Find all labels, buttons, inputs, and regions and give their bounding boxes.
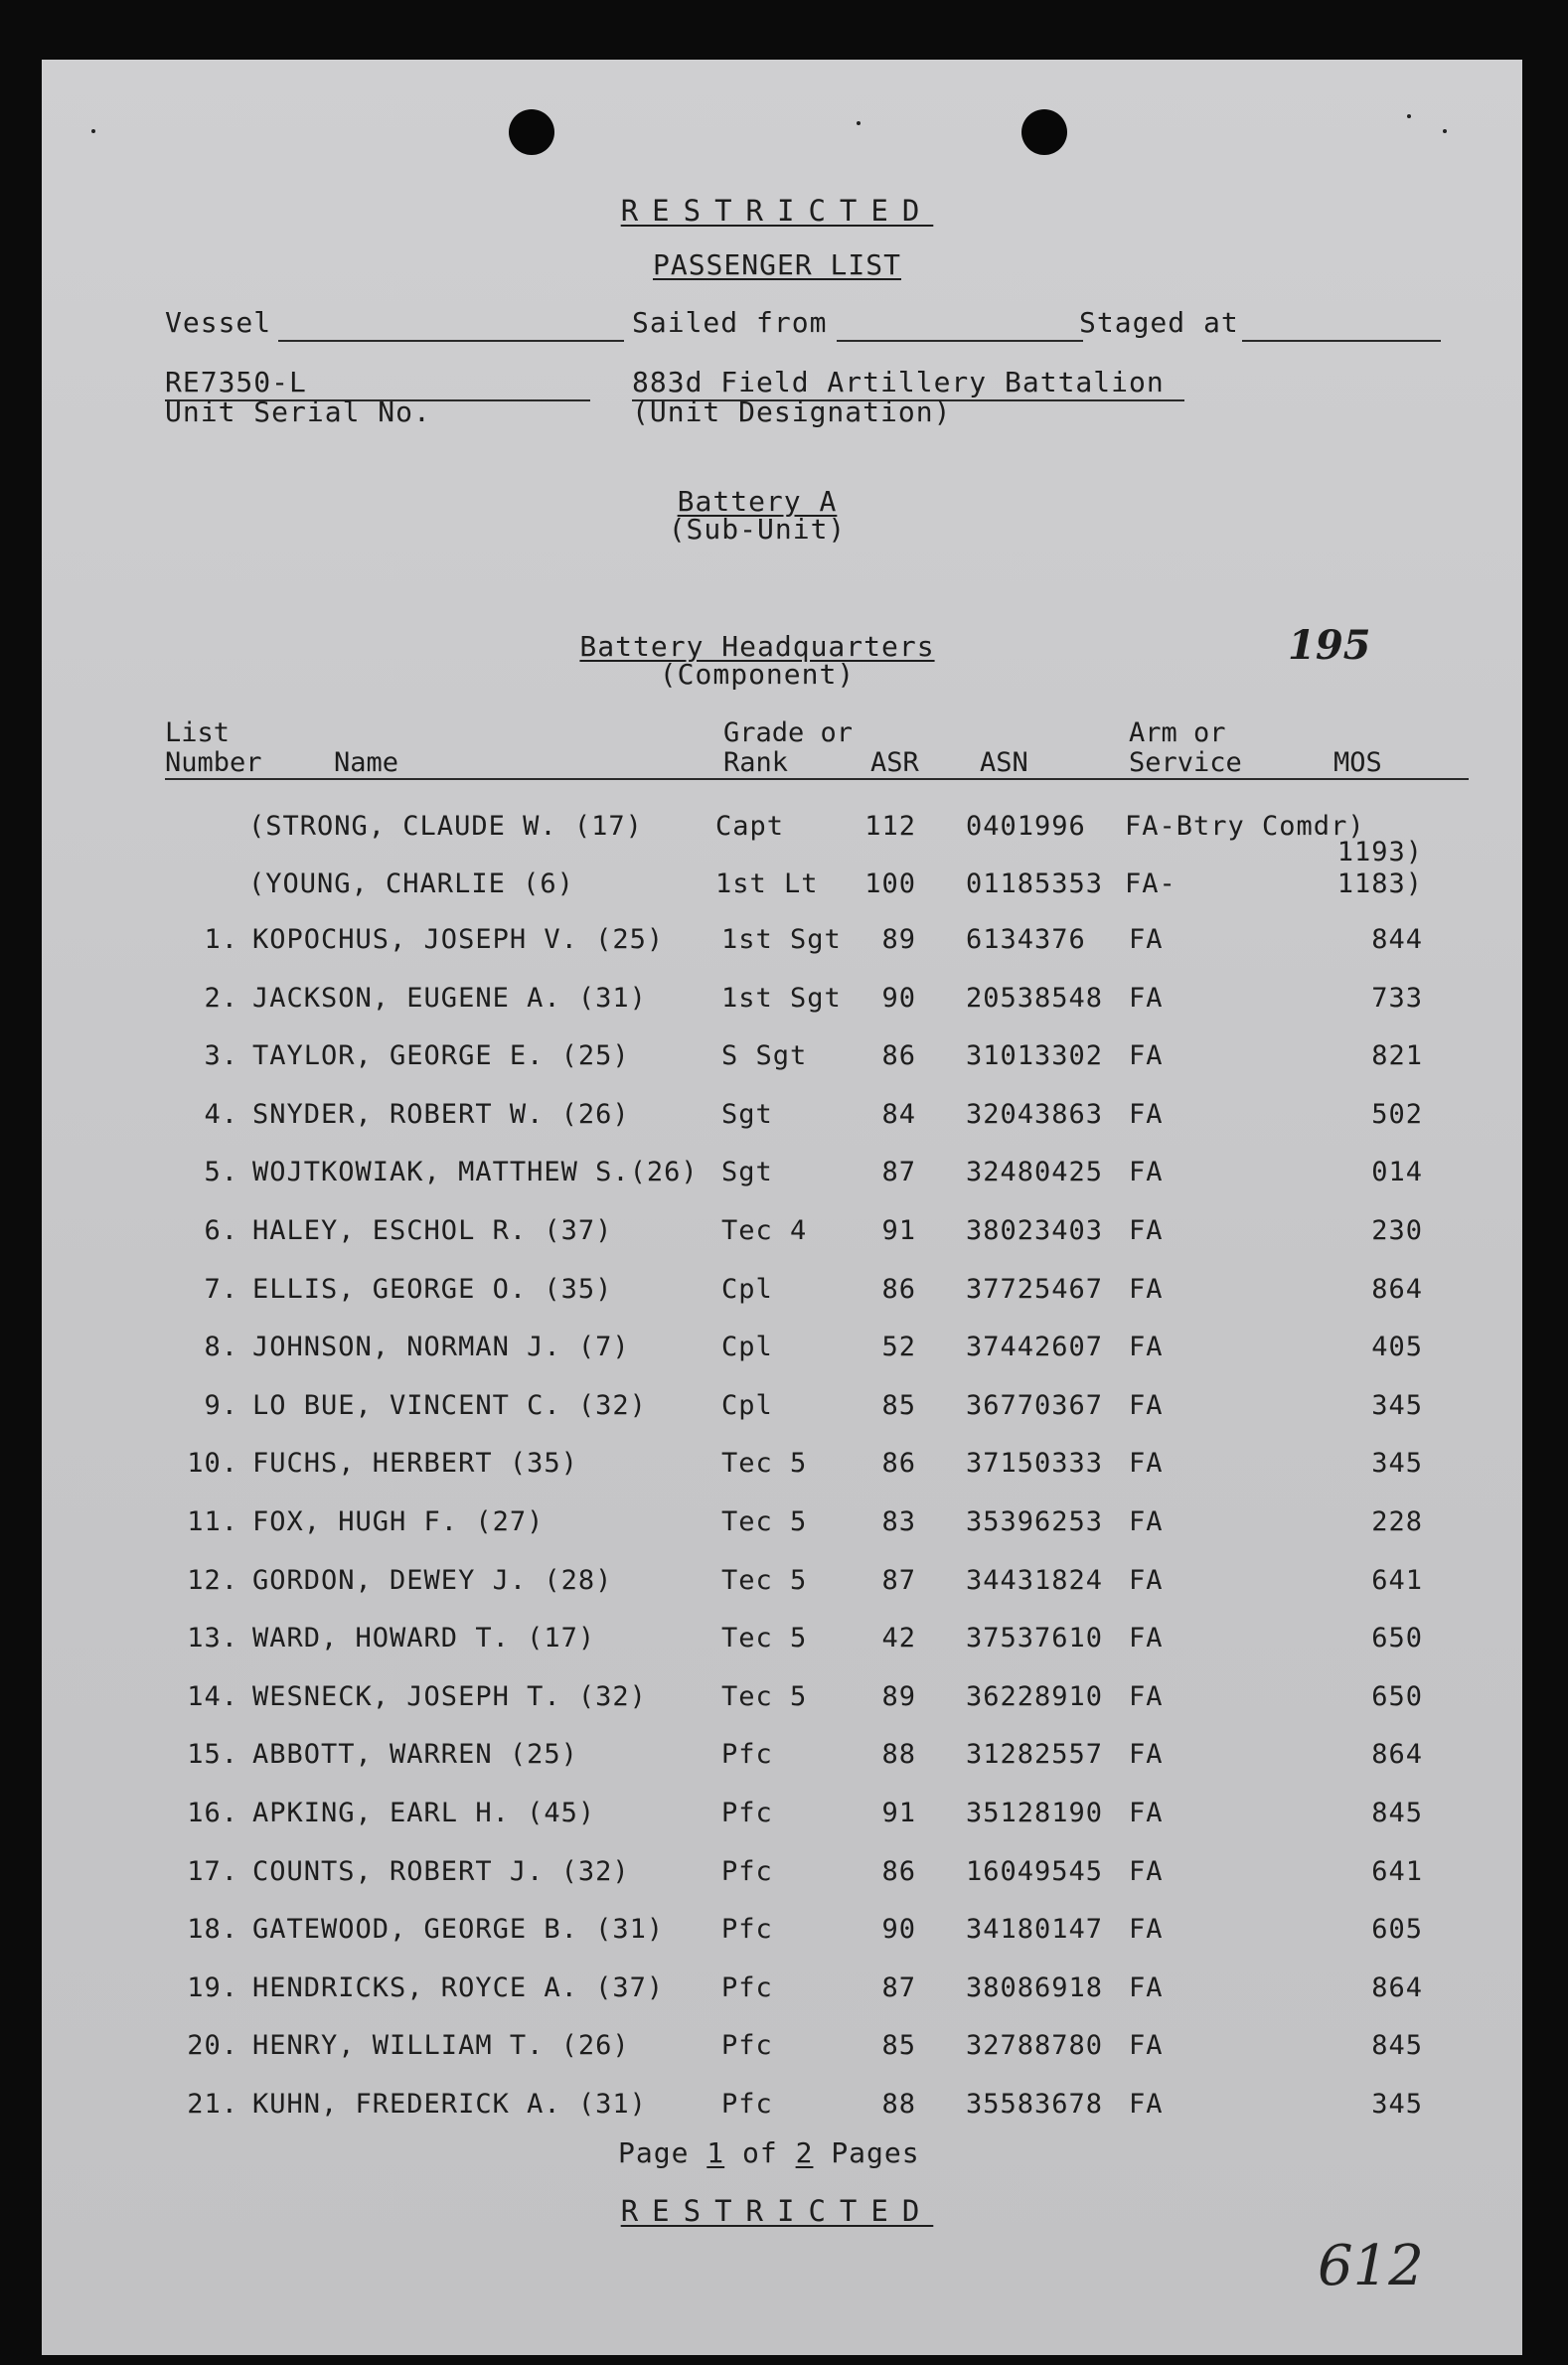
table-row: [42, 1798, 1522, 1837]
list-number: 14.: [187, 1681, 238, 1712]
passenger-name: LO BUE, VINCENT C. (32): [252, 1390, 647, 1421]
list-number: 11.: [187, 1506, 238, 1537]
mos-code: 845: [1371, 2030, 1423, 2061]
col-list-number: List: [165, 717, 231, 748]
unit-designation-label: (Unit Designation): [632, 395, 952, 428]
mos-code: 345: [1371, 1448, 1423, 1479]
arm-service: FA: [1129, 1565, 1164, 1596]
list-number: 13.: [187, 1623, 238, 1654]
vessel-label: Vessel: [165, 306, 272, 339]
document-page: [42, 60, 1522, 2355]
grade-rank: 1st Sgt: [721, 924, 842, 955]
asn-number: 37537610: [966, 1623, 1104, 1654]
staged-at-label: Staged at: [1079, 306, 1239, 339]
passenger-name: WESNECK, JOSEPH T. (32): [252, 1681, 647, 1712]
officer-grade: 1st Lt: [715, 868, 819, 899]
mos-code: 650: [1371, 1623, 1423, 1654]
passenger-name: COUNTS, ROBERT J. (32): [252, 1856, 630, 1887]
list-number: 7.: [204, 1274, 238, 1305]
asr-score: 42: [881, 1623, 916, 1654]
restricted-footer: RESTRICTED: [620, 2194, 934, 2228]
officer-asr: 100: [864, 868, 916, 899]
table-row: [42, 1448, 1522, 1488]
mos-code: 650: [1371, 1681, 1423, 1712]
list-number: 3.: [204, 1040, 238, 1071]
asn-number: 38023403: [966, 1215, 1104, 1246]
asr-score: 90: [881, 1914, 916, 1945]
mos-code: 845: [1371, 1798, 1423, 1828]
arm-service: FA: [1129, 1390, 1164, 1421]
list-number: 21.: [187, 2089, 238, 2120]
officer-arm: FA-Btry Comdr): [1125, 811, 1365, 842]
grade-rank: Tec 5: [721, 1448, 808, 1479]
table-row: [42, 1332, 1522, 1371]
asr-score: 86: [881, 1856, 916, 1887]
asn-number: 31282557: [966, 1739, 1104, 1770]
officer-mos: 1183): [1336, 868, 1423, 899]
asn-number: 37150333: [966, 1448, 1104, 1479]
arm-service: FA: [1129, 1681, 1164, 1712]
arm-service: FA: [1129, 1448, 1164, 1479]
officer-name: (STRONG, CLAUDE W. (17): [248, 811, 643, 842]
list-number: 8.: [204, 1332, 238, 1362]
arm-service: FA: [1129, 983, 1164, 1014]
list-number: 15.: [187, 1739, 238, 1770]
grade-rank: Pfc: [721, 1972, 773, 2003]
col-arm: Arm or: [1129, 717, 1226, 748]
table-row: [42, 1157, 1522, 1196]
asr-score: 85: [881, 2030, 916, 2061]
list-number: 5.: [204, 1157, 238, 1187]
page-indicator: [618, 2136, 920, 2169]
col-asn: ASN: [980, 747, 1028, 778]
list-number: 19.: [187, 1972, 238, 2003]
mos-code: 345: [1371, 1390, 1423, 1421]
mos-code: 864: [1371, 1274, 1423, 1305]
sub-unit-value: Battery A: [677, 485, 838, 518]
passenger-name: ELLIS, GEORGE O. (35): [252, 1274, 613, 1305]
of-word: of: [742, 2136, 778, 2169]
asr-score: 87: [881, 1157, 916, 1187]
asr-score: 86: [881, 1274, 916, 1305]
grade-rank: Cpl: [721, 1274, 773, 1305]
asn-number: 35583678: [966, 2089, 1104, 2120]
asr-score: 86: [881, 1040, 916, 1071]
arm-service: FA: [1129, 1332, 1164, 1362]
header-rule: [165, 778, 1469, 780]
passenger-name: JOHNSON, NORMAN J. (7): [252, 1332, 630, 1362]
passenger-name: HENRY, WILLIAM T. (26): [252, 2030, 630, 2061]
asn-number: 32043863: [966, 1099, 1104, 1130]
officer-name: (YOUNG, CHARLIE (6): [248, 868, 574, 899]
grade-rank: Sgt: [721, 1099, 773, 1130]
mos-code: 014: [1371, 1157, 1423, 1187]
speck: [1407, 114, 1411, 118]
asn-number: 37442607: [966, 1332, 1104, 1362]
table-row: [42, 1506, 1522, 1546]
passenger-name: SNYDER, ROBERT W. (26): [252, 1099, 630, 1130]
asn-number: 32480425: [966, 1157, 1104, 1187]
col-arm-2: Service: [1129, 747, 1242, 778]
staged-at-blank: [1242, 340, 1441, 342]
mos-code: 405: [1371, 1332, 1423, 1362]
grade-rank: Pfc: [721, 2089, 773, 2120]
officer-asn: 01185353: [966, 868, 1104, 899]
officer-mos: 1193): [1336, 837, 1423, 867]
asr-score: 83: [881, 1506, 916, 1537]
restricted-header: RESTRICTED: [620, 194, 934, 228]
asn-number: 35128190: [966, 1798, 1104, 1828]
arm-service: FA: [1129, 1506, 1164, 1537]
grade-rank: Pfc: [721, 1739, 773, 1770]
asr-score: 84: [881, 1099, 916, 1130]
page-word: Page: [618, 2136, 690, 2169]
punch-hole: [509, 109, 554, 155]
asr-score: 91: [881, 1798, 916, 1828]
grade-rank: Tec 5: [721, 1506, 808, 1537]
col-grade: Grade or: [723, 717, 854, 748]
passenger-name: FUCHS, HERBERT (35): [252, 1448, 578, 1479]
officer-grade: Capt: [715, 811, 785, 842]
table-row: [42, 1215, 1522, 1255]
passenger-name: WOJTKOWIAK, MATTHEW S.(26): [252, 1157, 699, 1187]
arm-service: FA: [1129, 1215, 1164, 1246]
mos-code: 605: [1371, 1914, 1423, 1945]
list-number: 9.: [204, 1390, 238, 1421]
list-number: 17.: [187, 1856, 238, 1887]
grade-rank: Pfc: [721, 1914, 773, 1945]
asn-number: 20538548: [966, 983, 1104, 1014]
table-row: [42, 1274, 1522, 1314]
asn-number: 36228910: [966, 1681, 1104, 1712]
asr-score: 89: [881, 924, 916, 955]
arm-service: FA: [1129, 1274, 1164, 1305]
officer-asn: 0401996: [966, 811, 1086, 842]
unit-serial-value: RE7350-L: [165, 366, 307, 398]
asn-number: 37725467: [966, 1274, 1104, 1305]
col-name: Name: [334, 747, 399, 778]
list-number: 20.: [187, 2030, 238, 2061]
table-row: [42, 2089, 1522, 2128]
officer-arm: FA-: [1125, 868, 1176, 899]
grade-rank: Cpl: [721, 1390, 773, 1421]
grade-rank: S Sgt: [721, 1040, 808, 1071]
passenger-name: HENDRICKS, ROYCE A. (37): [252, 1972, 665, 2003]
speck: [91, 129, 95, 133]
speck: [1443, 129, 1447, 133]
page-total: 2: [795, 2136, 814, 2169]
asr-score: 87: [881, 1565, 916, 1596]
passenger-name: KUHN, FREDERICK A. (31): [252, 2089, 647, 2120]
grade-rank: Tec 5: [721, 1623, 808, 1654]
passenger-name: ABBOTT, WARREN (25): [252, 1739, 578, 1770]
asr-score: 90: [881, 983, 916, 1014]
table-row: [42, 1914, 1522, 1954]
col-asr: ASR: [870, 747, 919, 778]
component-label: (Component): [659, 658, 856, 691]
mos-code: 345: [1371, 2089, 1423, 2120]
asr-score: 88: [881, 2089, 916, 2120]
table-row: [42, 1681, 1522, 1721]
mos-code: 864: [1371, 1739, 1423, 1770]
grade-rank: 1st Sgt: [721, 983, 842, 1014]
arm-service: FA: [1129, 1040, 1164, 1071]
sailed-from-blank: [837, 340, 1083, 342]
table-row: [42, 1040, 1522, 1080]
sub-unit-label: (Sub-Unit): [668, 513, 847, 546]
col-mos: MOS: [1333, 747, 1382, 778]
officer-row: [42, 868, 1522, 908]
stamp-number: 195: [1288, 622, 1371, 669]
table-row: [42, 924, 1522, 964]
table-row: [42, 983, 1522, 1023]
list-number: 16.: [187, 1798, 238, 1828]
asr-score: 89: [881, 1681, 916, 1712]
sailed-from-label: Sailed from: [632, 306, 828, 339]
unit-designation-value: 883d Field Artillery Battalion: [632, 366, 1165, 398]
list-number: 6.: [204, 1215, 238, 1246]
table-row: [42, 1856, 1522, 1896]
asr-score: 85: [881, 1390, 916, 1421]
officer-asr: 112: [864, 811, 916, 842]
arm-service: FA: [1129, 924, 1164, 955]
table-row: [42, 2030, 1522, 2070]
arm-service: FA: [1129, 1798, 1164, 1828]
passenger-name: APKING, EARL H. (45): [252, 1798, 596, 1828]
list-number: 12.: [187, 1565, 238, 1596]
table-row: [42, 1972, 1522, 2012]
list-number: 2.: [204, 983, 238, 1014]
grade-rank: Pfc: [721, 1798, 773, 1828]
mos-code: 641: [1371, 1856, 1423, 1887]
asr-score: 91: [881, 1215, 916, 1246]
asr-score: 52: [881, 1332, 916, 1362]
mos-code: 821: [1371, 1040, 1423, 1071]
table-row: [42, 1739, 1522, 1779]
table-row: [42, 1565, 1522, 1605]
unit-serial-label: Unit Serial No.: [165, 395, 431, 428]
pages-word: Pages: [831, 2136, 920, 2169]
handwritten-number: 612: [1318, 2234, 1424, 2298]
passenger-name: TAYLOR, GEORGE E. (25): [252, 1040, 630, 1071]
passenger-name: JACKSON, EUGENE A. (31): [252, 983, 647, 1014]
asn-number: 36770367: [966, 1390, 1104, 1421]
table-row: [42, 1390, 1522, 1430]
arm-service: FA: [1129, 2089, 1164, 2120]
page-current: 1: [706, 2136, 725, 2169]
col-grade-2: Rank: [723, 747, 789, 778]
asn-number: 32788780: [966, 2030, 1104, 2061]
grade-rank: Sgt: [721, 1157, 773, 1187]
arm-service: FA: [1129, 1099, 1164, 1130]
component-value: Battery Headquarters: [579, 630, 935, 663]
asn-number: 34431824: [966, 1565, 1104, 1596]
arm-service: FA: [1129, 1856, 1164, 1887]
passenger-name: GORDON, DEWEY J. (28): [252, 1565, 613, 1596]
grade-rank: Pfc: [721, 2030, 773, 2061]
document-title: PASSENGER LIST: [652, 248, 901, 281]
asn-number: 34180147: [966, 1914, 1104, 1945]
arm-service: FA: [1129, 2030, 1164, 2061]
passenger-name: WARD, HOWARD T. (17): [252, 1623, 596, 1654]
asn-number: 16049545: [966, 1856, 1104, 1887]
table-row: [42, 1623, 1522, 1662]
grade-rank: Tec 5: [721, 1681, 808, 1712]
arm-service: FA: [1129, 1157, 1164, 1187]
table-row: [42, 1099, 1522, 1139]
arm-service: FA: [1129, 1914, 1164, 1945]
passenger-name: KOPOCHUS, JOSEPH V. (25): [252, 924, 665, 955]
passenger-name: HALEY, ESCHOL R. (37): [252, 1215, 613, 1246]
mos-code: 230: [1371, 1215, 1423, 1246]
mos-code: 502: [1371, 1099, 1423, 1130]
list-number: 10.: [187, 1448, 238, 1479]
passenger-name: GATEWOOD, GEORGE B. (31): [252, 1914, 665, 1945]
mos-code: 864: [1371, 1972, 1423, 2003]
list-number: 1.: [204, 924, 238, 955]
asn-number: 31013302: [966, 1040, 1104, 1071]
arm-service: FA: [1129, 1623, 1164, 1654]
mos-code: 844: [1371, 924, 1423, 955]
arm-service: FA: [1129, 1972, 1164, 2003]
asr-score: 87: [881, 1972, 916, 2003]
asr-score: 86: [881, 1448, 916, 1479]
asn-number: 38086918: [966, 1972, 1104, 2003]
grade-rank: Pfc: [721, 1856, 773, 1887]
officer-row: [42, 811, 1522, 867]
punch-hole: [1021, 109, 1067, 155]
grade-rank: Tec 5: [721, 1565, 808, 1596]
grade-rank: Cpl: [721, 1332, 773, 1362]
asn-number: 6134376: [966, 924, 1086, 955]
col-list-number-2: Number: [165, 747, 262, 778]
mos-code: 641: [1371, 1565, 1423, 1596]
speck: [857, 121, 861, 125]
arm-service: FA: [1129, 1739, 1164, 1770]
list-number: 18.: [187, 1914, 238, 1945]
passenger-name: FOX, HUGH F. (27): [252, 1506, 545, 1537]
asr-score: 88: [881, 1739, 916, 1770]
vessel-blank: [278, 340, 624, 342]
list-number: 4.: [204, 1099, 238, 1130]
grade-rank: Tec 4: [721, 1215, 808, 1246]
mos-code: 733: [1371, 983, 1423, 1014]
asn-number: 35396253: [966, 1506, 1104, 1537]
mos-code: 228: [1371, 1506, 1423, 1537]
